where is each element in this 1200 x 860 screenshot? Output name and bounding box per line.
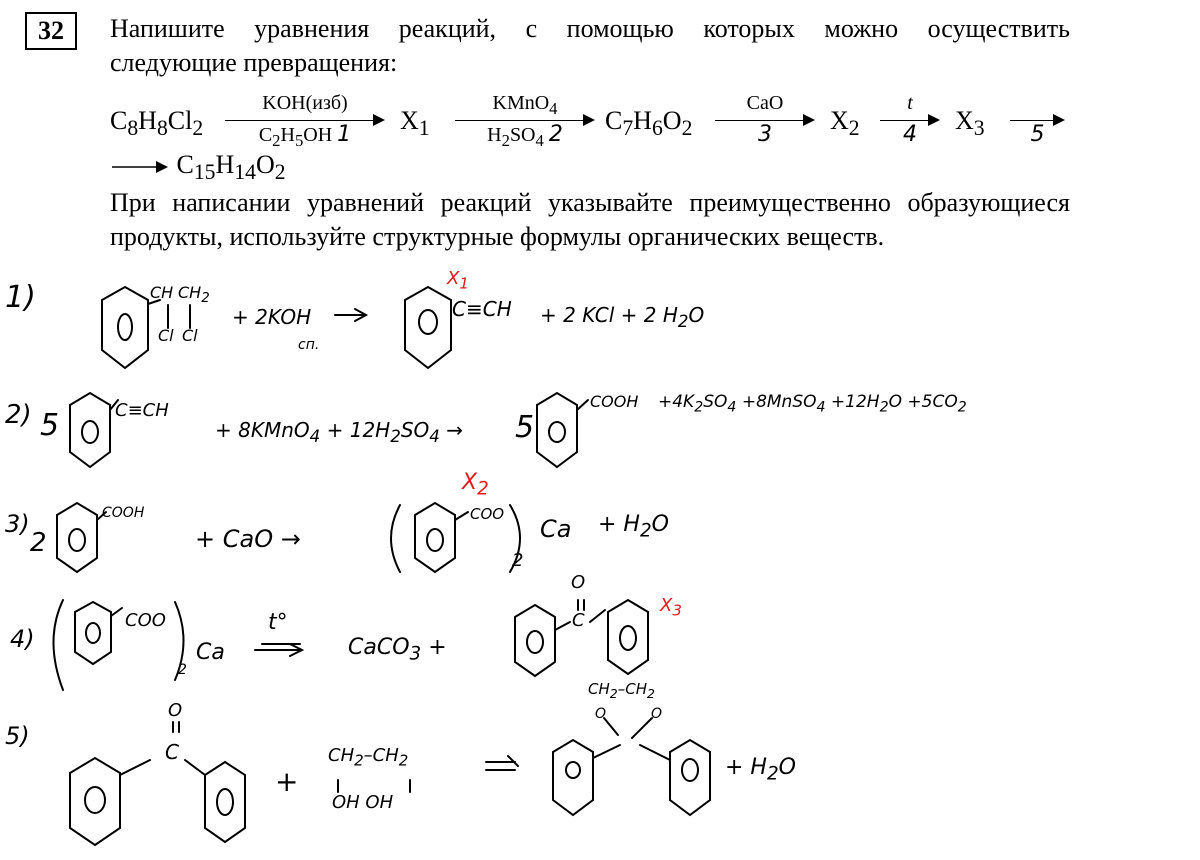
r5-rest: + $H_2O$: [725, 755, 796, 785]
r3-product: COO: [470, 505, 505, 523]
r4-metal: Ca: [196, 640, 225, 665]
task-number: 32: [25, 12, 77, 50]
r1-label: 1): [5, 280, 36, 315]
benzene-ring-r1-prod: [405, 287, 451, 368]
r3-metal: Ca: [540, 515, 572, 543]
r5-ring-o2: O: [651, 706, 663, 722]
r1-x1-label: $X_1$: [447, 268, 469, 293]
r1-product: C≡CH: [452, 297, 512, 321]
benzene-ring-r3-sub: [57, 503, 97, 572]
r1-sub1: CH: [150, 283, 174, 302]
r5-label: 5): [5, 722, 30, 750]
chain-arrow-3: CaO 3: [715, 92, 815, 148]
r2-reagents: + 8KMnO$_4$ + $12H_2SO_4$ →: [215, 418, 463, 446]
r2-label: 2): [5, 400, 32, 430]
arrow-2-bottom: $H_2SO_4$ 2: [487, 122, 563, 150]
r3-label: 3): [5, 510, 30, 538]
r2-sub: C≡CH: [115, 400, 169, 421]
r5-ring-o1: O: [595, 706, 607, 722]
r1-reagent: + 2KOH: [232, 305, 312, 329]
chain-arrow-4: t 4: [880, 92, 940, 148]
r4-label: 4): [10, 625, 35, 653]
chain-mid: $C_7H_6O_2$: [605, 106, 693, 141]
r2-product: COOH: [590, 392, 639, 411]
r3-x2-label: $X_2$: [462, 470, 489, 500]
chain-x1: $X_1$: [400, 106, 430, 141]
task-line-2: следующие превращения:: [110, 48, 398, 77]
benzene-ring-r3-prod: [415, 503, 455, 572]
r5-plus: +: [275, 765, 299, 798]
r5-glycol-bottom: OH OH: [332, 792, 394, 813]
r5-c: C: [165, 740, 179, 764]
r1-rest: + 2 KCl + 2 $H_2O$: [540, 303, 705, 331]
chain-x3: $X_3$: [955, 106, 985, 141]
arrow-2-top: KMnO$_4$: [492, 92, 558, 118]
r1-cl1: Cl: [158, 326, 174, 345]
chain-start: $C_8H_8Cl_2$: [110, 106, 204, 141]
r4-cond: t°: [268, 610, 288, 635]
r4-x3-label: $X_3$: [660, 595, 682, 620]
r3-coef: 2: [30, 528, 47, 558]
benzene-ring-r5-prod-b: [670, 740, 710, 815]
benzene-ring-r4-p1: [515, 605, 555, 676]
benzene-ring-r4-sub: [75, 602, 111, 664]
benzene-ring-r2-sub: [70, 393, 110, 467]
r2-rest: $+4K_2SO_4$ +8MnSO$_4$ $+12H_2O +5CO_2$: [658, 392, 967, 416]
r2-coef: 5: [40, 408, 60, 443]
r4-c: C: [572, 610, 585, 631]
note-line-1: При написании уравнений реакций указывайте преимущественно образующиеся: [110, 188, 1070, 217]
chain-end: $C_{15}H_{14}O_2$: [176, 150, 286, 185]
note-line-2: продукты, используйте структурные формулы органических веществ.: [110, 222, 885, 251]
r4-p1: CaCO$_3$ +: [348, 635, 447, 665]
r3-reagent: + CaO →: [195, 525, 301, 553]
benzene-ring-r2-prod: [537, 393, 577, 467]
r4-sub: COO: [125, 610, 166, 631]
benzene-ring-r5-b: [205, 762, 245, 842]
r4-o: O: [571, 572, 586, 593]
benzene-ring-r1-sub: [102, 287, 148, 368]
benzene-ring-r4-p2: [608, 600, 648, 674]
r1-cl2: Cl: [182, 326, 198, 345]
r5-glycol-top: $CH_2-CH_2$: [328, 745, 409, 770]
r5-ring-top: $CH_2-CH_2$: [588, 680, 655, 701]
r3-sub: COOH: [102, 505, 145, 521]
r3-rest: + $H_2O$: [598, 512, 669, 542]
r3-index: 2: [512, 550, 524, 571]
chain-arrow-5: 5: [1010, 92, 1065, 148]
arrow-1-top: KOH(изб): [262, 92, 348, 114]
r4-index: 2: [178, 662, 187, 678]
r1-sub2: $CH_2$: [178, 283, 210, 307]
r1-cond: сп.: [298, 337, 320, 353]
r2-coef2: 5: [515, 410, 535, 445]
chain-x2: $X_2$: [830, 106, 860, 141]
r5-o: O: [168, 700, 183, 721]
arrow-1-bottom: $C_2H_5OH$ 1: [258, 122, 352, 150]
benzene-ring-r5-a: [70, 758, 120, 845]
task-line-1: Напишите уравнения реакций, с помощью которых можно осуществить: [110, 14, 1070, 43]
